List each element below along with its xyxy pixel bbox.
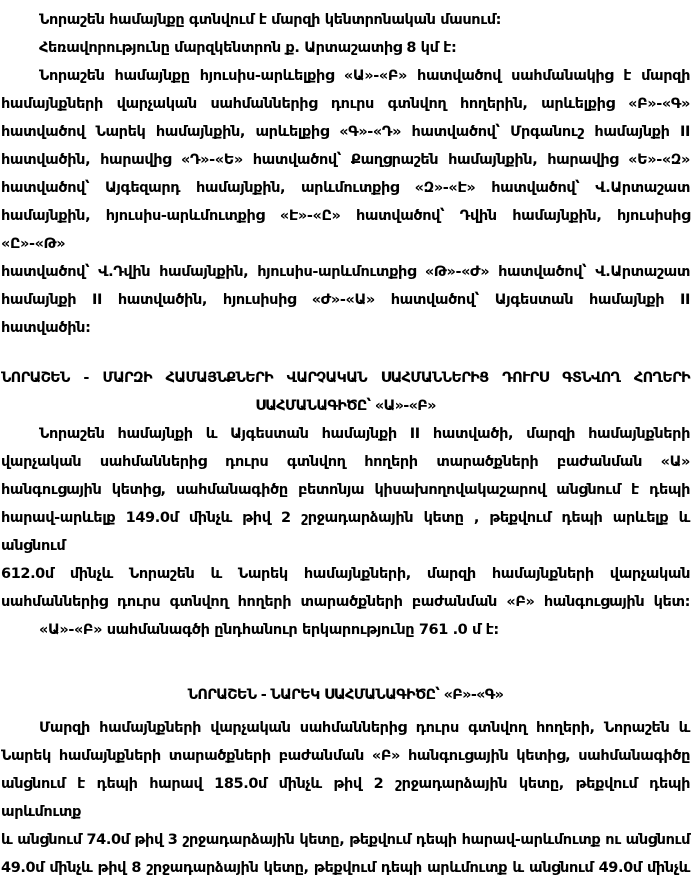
text-line: հատվածին, հարավից «Դ»-«Ե» հատվածով՝ Քաղցրաշեն համայնքին, հարավից «Ե»-«Զ» — [1, 152, 690, 168]
text-line: 612.0մ մինչև Նորաշեն և Նարեկ համայնքների, մարզի համայնքների վարչական — [1, 566, 690, 582]
text-line: համայնքին, հյուսիս-արևմուտքից «Է»-«Ը» հատվածով՝ Դվին համայնքին, հյուսիսից «Ը»-«Թ» — [1, 208, 690, 252]
text-line: համայնքի II հատվածին, հյուսիսից «Ժ»-«Ա» հատվածով՝ Այգեստան համայնքի II հատվածին: — [1, 292, 690, 336]
section-b-g-paragraph — [1, 714, 690, 882]
text-line: Նարեկ համայնքների տարածքների բաժանման «Բ» հանգուցային կետից, սահմանագիծը — [1, 748, 690, 764]
text-line: վարչական սահմաններից դուրս գտնվող հողերի տարածքների բաժանման «Ա» — [1, 454, 690, 470]
text-line: և անցնում 74.0մ թիվ 3 շրջադարձային կետը, թեքվում դեպի հարավ-արևմուտք ու անցնում — [1, 832, 690, 848]
text-line: հատվածով Նարեկ համայնքին, արևելքից «Գ»-«Դ» հատվածով՝ Մրգանուշ համայնքի II — [1, 124, 690, 140]
section-heading-b-g — [1, 681, 690, 709]
section-a-b-paragraph — [1, 420, 690, 616]
text-line: 49.0մ մինչև թիվ 8 շրջադարձային կետը, թեքվում դեպի արևմուտք և անցնում 49.0մ մինչև — [1, 860, 690, 876]
intro-distance-line: Հեռավորությունը մարզկենտրոն ք. Արտաշատից 8 կմ է: — [39, 40, 457, 56]
text-line: հարավ-արևելք 149.0մ մինչև թիվ 2 շրջադարձային կետը , թեքվում դեպի արևելք և անցնում — [1, 510, 690, 554]
intro-location-line: Նորաշեն համայնքը գտնվում է մարզի կենտրոնական մասում: — [39, 12, 502, 28]
section-heading-line: ՍԱՀՄԱՆԱԳԻԾԸ՝ «Ա»-«Բ» — [255, 398, 436, 414]
text-line: համայնքների վարչական սահմաններից դուրս գտնվող հողերին, արևելքից «Բ»-«Գ» — [1, 96, 690, 112]
text-line: հատվածով՝ Այգեզարդ համայնքին, արևմուտքից «Զ»-«Է» հատվածով՝ Վ.Արտաշատ — [1, 180, 690, 196]
text-line: Մարզի համայնքների վարչական սահմաններից դուրս գտնվող հողերի, Նորաշեն և — [39, 720, 690, 736]
boundary-length-line: «Ա»-«Բ» սահմանագծի ընդհանուր երկարությունը 761 .0 մ է: — [39, 622, 499, 638]
text-line: սահմաններից դուրս գտնվող հողերի տարածքների բաժանման «Բ» հանգուցային կետ: — [1, 594, 690, 610]
text-line: հանգուցային կետից, սահմանագիծը բետոնյա կիսախողովակաշարով անցնում է դեպի — [1, 482, 690, 498]
section-heading-line: ՆՈՐԱՇԵՆ - ՆԱՐԵԿ ՍԱՀՄԱՆԱԳԻԾԸ՝ «Բ»-«Գ» — [187, 687, 504, 703]
text-line: Նորաշեն համայնքը հյուսիս-արևելքից «Ա»-«Բ» հատվածով սահմանակից է մարզի — [39, 68, 690, 84]
text-line: Նորաշեն համայնքի և Այգեստան համայնքի II հատվածի, մարզի համայնքների — [39, 426, 690, 442]
section-heading-a-b — [1, 364, 690, 420]
text-line: անցնում է դեպի հարավ 185.0մ մինչև թիվ 2 շրջադարձային կետը, թեքվում դեպի արևմուտք — [1, 776, 690, 820]
section-heading-line: ՆՈՐԱՇԵՆ - ՄԱՐԶԻ ՀԱՄԱՅՆՔՆԵՐԻ ՎԱՐՉԱԿԱՆ ՍԱՀՄԱՆՆԵՐԻՑ ԴՈՒՐՍ ԳՏՆՎՈՂ ՀՈՂԵՐԻ — [1, 370, 690, 386]
border-description-paragraph — [1, 62, 690, 342]
text-line: հատվածով՝ Վ.Դվին համայնքին, հյուսիս-արևմուտքից «Թ»-«Ժ» հատվածով՝ Վ.Արտաշատ — [1, 264, 690, 280]
